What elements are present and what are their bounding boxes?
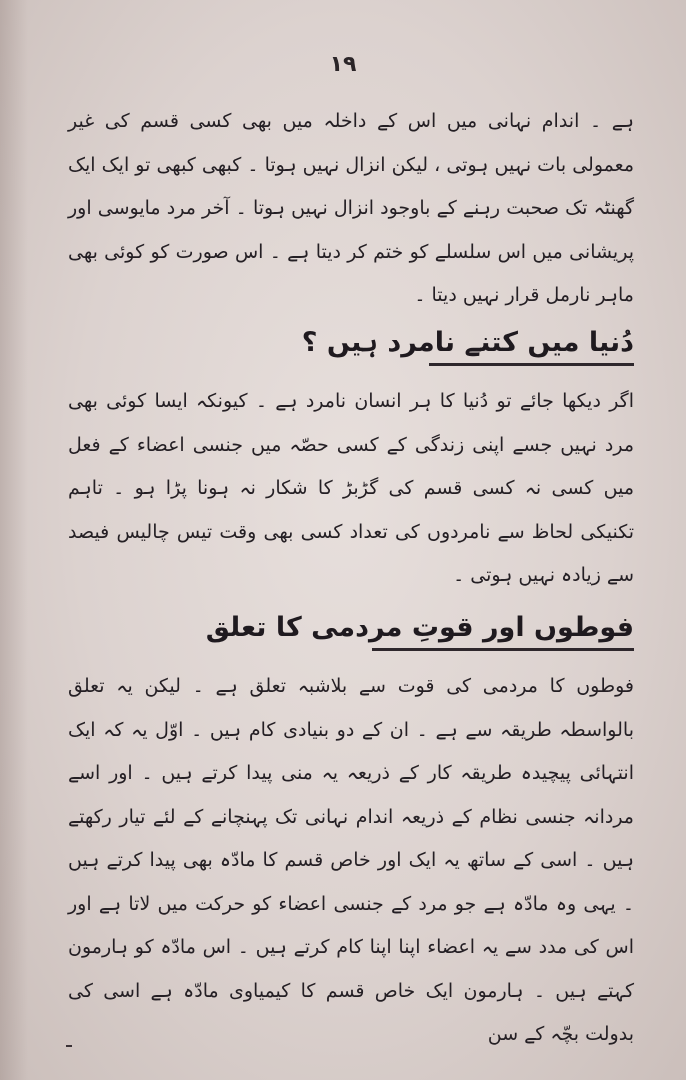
section-heading-block-1 [68,302,634,368]
heading-underline [372,648,634,651]
page-content [68,100,634,1045]
page-number: ۱۹ [329,52,357,77]
section-heading-block-2 [68,587,634,653]
paragraph-impotence-prevalence: اگر دیکھا جائے تو دُنیا کا ہر انسان نامرد ہے ۔ کیونکہ ایسا کوئی بھی مرد نہیں جسے اپنی زندگی کے کسی حصّہ میں جنسی اعضاء کے فعل میں کسی نہ کسی قسم کی گڑبڑ کا شکار نہ ہونا پڑا ہو ۔ تاہم تکنیکی لحاظ سے نامردوں کی تعداد کسی بھی وقت تیس چالیس فیصد سے زیادہ نہیں ہوتی ۔ [68,390,634,586]
paragraph-testes-hormones: فوطوں کا مردمی کی قوت سے بلاشبہ تعلق ہے ۔ لیکن یہ تعلق بالواسطہ طریقہ سے ہے ۔ ان کے دو بنیادی کام ہیں ۔ اوّل یہ کہ ایک انتہائی پیچیدہ طریقہ کار کے ذریعہ یہ منی پیدا کرتے ہیں ۔ اور اسے مردانہ جنسی نظام کے ذریعہ اندام نہانی تک پہنچانے کے لئے تیار رکھتے ہیں ۔ اسی کے ساتھ یہ ایک اور خاص قسم کا مادّہ بھی پیدا کرتے ہیں ۔ یہی وہ مادّہ ہے جو مرد کے جنسی اعضاء کو حرکت میں لاتا ہے اور اس کی مدد سے یہ اعضاء اپنا اپنا کام کرتے ہیں ۔ اس مادّہ کو ہارمون کہتے ہیں ۔ ہارمون ایک خاص قسم کا کیمیاوی مادّہ ہے اسی کی بدولت بچّہ کے سن [68,675,634,1045]
ink-mark [66,1045,72,1047]
heading-underline [429,363,634,366]
section-heading-impotent-count: دُنیا میں کتنے نامرد ہیں ؟ [301,327,634,358]
page-edge-shadow [0,0,28,1080]
section-heading-testes-potency: فوطوں اور قوتِ مردمی کا تعلق [205,612,634,643]
paragraph-premature-ejaculation: ہے ۔ اندام نہانی میں اس کے داخلہ میں بھی کسی قسم کی غیر معمولی بات نہیں ہوتی ، لیکن انزال نہیں ہوتا ۔ کبھی کبھی تو ایک ایک گھنٹہ تک صحبت رہنے کے باوجود انزال نہیں ہوتا ۔ آخر مرد مایوسی اور پریشانی میں اس سلسلے کو ختم کر دیتا ہے ۔ اس صورت کو کوئی بھی ماہر نارمل قرار نہیں دیتا ۔ [68,110,634,306]
